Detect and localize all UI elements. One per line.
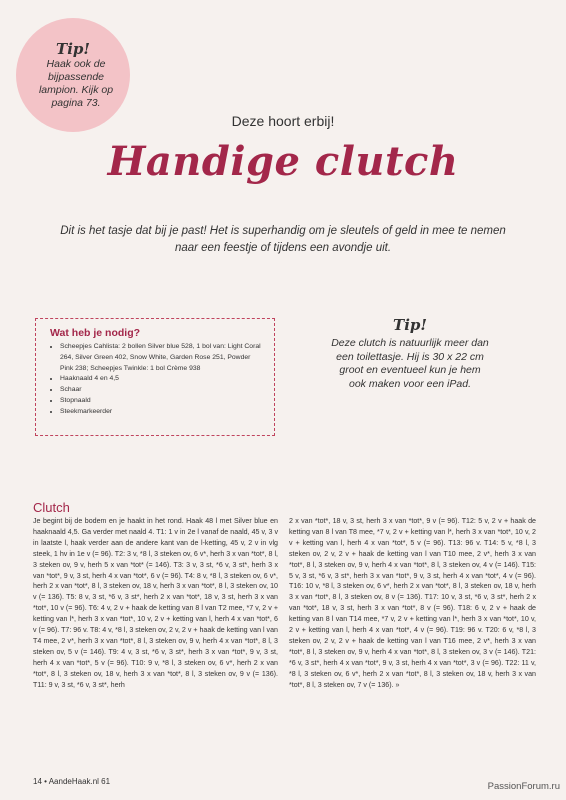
pattern-text-left: Je begint bij de bodem en je haakt in het rond. Haak 48 l met Silver blue en haaknaald 4,5. Ga verder met naald 4. T1: 1 v in 2e l vanaf de naald, 45 v, 3 v in laatste l, haak verder aan de andere kant van de l-ketting, 45 v, 2 v in vlg steek, 1 hv in 1e v (= 96). T2: 3 v, *8 l, 3 steken ov, 6 v*, herh 3 x van *tot*, 8 l, 3 steken ov, 9 v, herh 5 x van *tot* (= 146). T3: 3 v, 3 st, *6 v, 3 st*, herh 3 x van *tot*, 9 v, 3 st, herh 4 x van *tot*, 6 v (= 96). T4: 8 v, *8 l, 3 steken ov, 6 v*, herh 2 x van *tot*, 8 l, 3 steken ov, 18 v, herh 3 x van *tot*, 8 l, 3 steken ov, 10 v (= 136). T5: 8 v, 3 st, *6 v, 3 st*, herh 2 x van *tot*, 18 v, 3 st, herh 3 x van *tot*, 10 v (= 96). T6: 4 v, 2 v + haak de ketting van 8 l van T2 mee, *7 v, 2 v + ketting van l*, herh 3 x van *tot*, 10 v, 2 v + ketting van l, herh 4 x van *tot*, 6 v (= 96). T7: 96 v. T8: 4 v, *8 l, 3 steken ov, 2 v, 2 v + haak de ketting van l van T4 mee, 2 v*, herh 3 x van *tot*, 8 l, 3 steken ov, 9 v, herh 4 x van *tot*, 8 l, 3 steken ov, 5 v (= 146). T9: 4 v, 3 st, *6 v, 3 st*, herh 3 x van *tot*, 9 v, 3 st, herh 4 x van *tot*, 5 v (= 96). T10: 9 v, *8 l, 3 steken ov, 6 v*, herh 2 x van *tot*, 8 l, 3 steken ov, 18 v, herh 3 x van *tot*, 8 l, 3 steken ov, 9 v (= 136). T11: 9 v, 3 st, *6 v, 3 st*, herh (33, 517, 278, 689)
materials-box (35, 318, 275, 436)
page-footer: 14 • AandeHaak.nl 61 (33, 777, 111, 786)
watermark: PassionForum.ru (487, 781, 560, 792)
tip-circle-title: Tip! (56, 40, 90, 58)
kicker: Deze hoort erbij! (231, 113, 335, 129)
pattern-text-right: 2 x van *tot*, 18 v, 3 st, herh 3 x van *tot*, 9 v (= 96). T12: 5 v, 2 v + haak de ketting van 8 l van T8 mee, *7 v, 2 v + ketting van l*, herh 3 x van *tot*, 10 v, 2 v + ketting van l, herh 4 x van *tot*, 5 v (= 96). T13: 96 v. T14: 5 v, *8 l, 3 steken ov, 2 v, 2 v + haak de ketting van l van T10 mee, 2 v*, herh 3 x van *tot*, 8 l, 3 steken ov, 9 v, herh 4 x van *tot*, 8 l, 3 steken ov, 4 v (= 146). T15: 5 v, 3 st, *6 v, 3 st*, herh 3 x van *tot*, 9 v, 3 st, herh 4 x van *tot*, 4 v (= 96). T16: 10 v, *8 l, 3 steken ov, 6 v*, herh 2 x van *tot*, 8 l, 3 steken ov, 18 v, herh 3 x van *tot*, 8 l, 3 steken ov, 8 v (= 136). T17: 10 v, 3 st, *6 v, 3 st*, herh 2 x van *tot*, 18 v, 3 st, herh 3 x van *tot*, 8 v (= 96). T18: 6 v, 2 v + haak de ketting van 8 l van T14 mee, *7 v, 2 v + ketting van l*, herh 3 x van *tot*, 10 v, 2 v + ketting van l, herh 4 x van *tot*, 4 v (= 96). T19: 96 v. T20: 6 v, *8 l, 3 steken ov, 2 v, 2 v + haak de ketting van l van T16 mee, 2 v*, herh 3 x van *tot*, 8 l, 3 steken ov, 9 v, herh 4 x van *tot*, 8 l, 3 steken ov, 3 v (= 146). T21: *6 v, 3 st*, herh 4 x van *tot*, 9 v, 3 st, herh 4 x van *tot*, 3 v (= 96). T22: 11 v, *8 l, 3 steken ov, 6 v*, herh 2 x van *tot*, 8 l, 3 steken ov, 18 v, herh 3 x van *tot*, 8 l, 3 steken ov, 7 v (= 136). » (289, 517, 536, 689)
list-item: • Schaar (60, 385, 264, 396)
intro-text: Dit is het tasje dat bij je past! Het is superhandig om je sleutels of geld in mee te nemen naar een feestje of tijdens een avondje uit. (60, 225, 506, 254)
section-title: Clutch (33, 500, 70, 515)
list-item: • Haaknaald 4 en 4,5 (60, 374, 264, 385)
tip-right-title: Tip! (393, 316, 427, 334)
materials-title: Wat heb je nodig? (50, 327, 141, 339)
page-title: Handige clutch (107, 138, 459, 185)
list-item: • Steekmarkeerder (60, 407, 264, 418)
materials-list (50, 342, 264, 418)
list-item: • Stopnaald (60, 396, 264, 407)
tip-circle-text: Haak ook de bijpassende lampion. Kijk op pagina 73. (38, 58, 114, 109)
list-item: • Scheepjes Cahlista: 2 bollen Silver blue 528, 1 bol van: Light Coral 264, Silver Green 402, Snow White, Garden Rose 251, Powder Pink 238; Scheepjes Twinkle: 1 bol Crème 938 (60, 342, 264, 374)
tip-right-text: Deze clutch is natuurlijk meer dan een toilettasje. Hij is 30 x 22 cm groot en eventueel kun je hem ook maken voor een iPad. (331, 337, 489, 390)
